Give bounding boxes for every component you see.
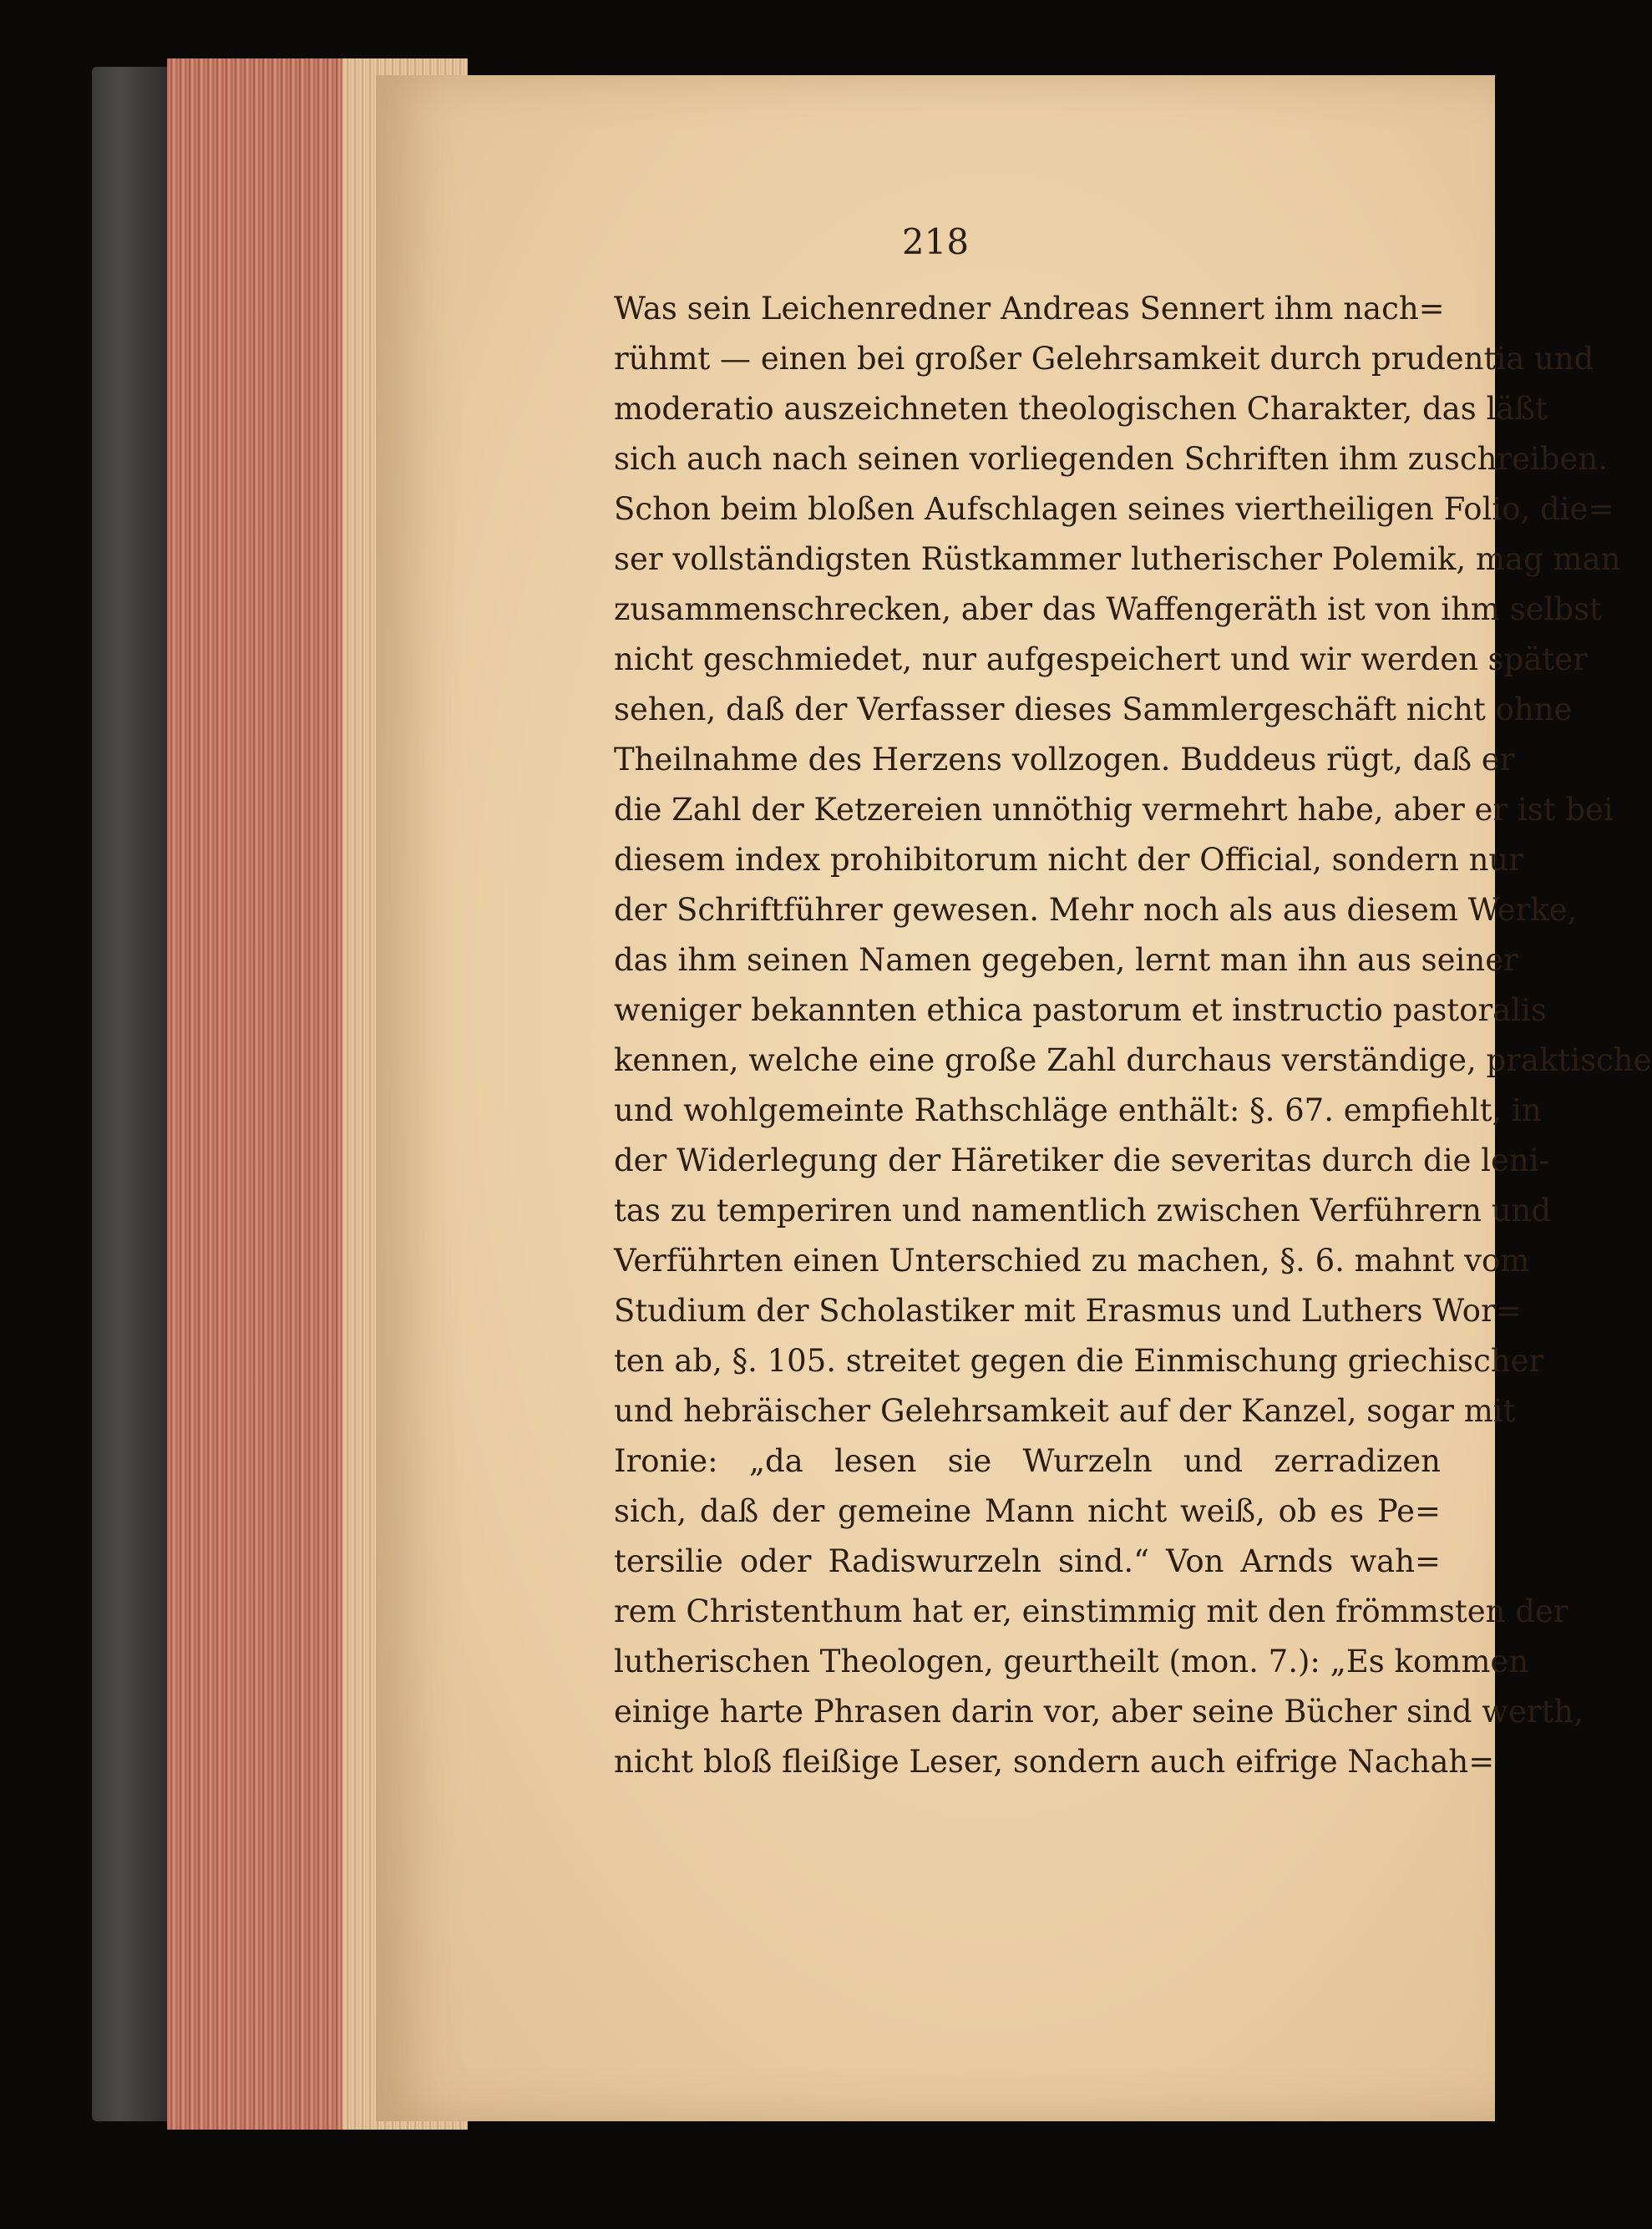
text-line: zusammenschrecken, aber das Waffengeräth ist von ihm selbst	[614, 591, 1603, 627]
text-line: Verführten einen Unterschied zu machen, §. 6. mahnt vom	[614, 1243, 1530, 1279]
page-number: 218	[901, 221, 970, 262]
text-line: sich auch nach seinen vorliegenden Schriften ihm zuschreiben.	[614, 441, 1609, 477]
text-line: Ironie: „da lesen sie Wurzeln und zerradizen	[614, 1443, 1441, 1479]
text-line: Schon beim bloßen Aufschlagen seines viertheiligen Folio, die=	[614, 491, 1614, 527]
text-line: Studium der Scholastiker mit Erasmus und Luthers Wor=	[614, 1293, 1522, 1329]
text-line: moderatio auszeichneten theologischen Charakter, das läßt	[614, 391, 1548, 427]
page-text	[614, 284, 1652, 1787]
text-line: ser vollständigsten Rüstkammer lutherischer Polemik, mag man	[614, 541, 1621, 577]
text-line: tersilie oder Radiswurzeln sind.“ Von Arnds wah=	[614, 1543, 1441, 1579]
text-line: Theilnahme des Herzens vollzogen. Buddeus rügt, daß er	[614, 742, 1515, 778]
text-line: ten ab, §. 105. streitet gegen die Einmischung griechischer	[614, 1343, 1544, 1379]
book-page	[376, 75, 1652, 2121]
text-line: und hebräischer Gelehrsamkeit auf der Kanzel, sogar mit	[614, 1393, 1516, 1429]
book-cover	[92, 67, 171, 2121]
text-line: diesem index prohibitorum nicht der Official, sondern nur	[614, 842, 1523, 878]
text-line: nicht bloß fleißige Leser, sondern auch eifrige Nachah=	[614, 1744, 1495, 1780]
text-line: nicht geschmiedet, nur aufgespeichert und wir werden später	[614, 641, 1588, 677]
text-line: weniger bekannten ethica pastorum et instructio pastoralis	[614, 992, 1547, 1028]
book	[92, 58, 1652, 2130]
text-line: der Widerlegung der Häretiker die severitas durch die leni-	[614, 1142, 1550, 1178]
text-line: und wohlgemeinte Rathschläge enthält: §. 67. empfiehlt, in	[614, 1092, 1542, 1128]
text-line: rühmt — einen bei großer Gelehrsamkeit durch prudentia und	[614, 341, 1594, 377]
text-line: lutherischen Theologen, geurtheilt (mon. 7.): „Es kommen	[614, 1644, 1529, 1679]
text-line: die Zahl der Ketzereien unnöthig vermehrt habe, aber er ist bei	[614, 792, 1614, 828]
text-line: sehen, daß der Verfasser dieses Sammlergeschäft nicht ohne	[614, 691, 1573, 727]
text-line: einige harte Phrasen darin vor, aber seine Bücher sind werth,	[614, 1694, 1584, 1730]
text-line: rem Christenthum hat er, einstimmig mit den frömmsten der	[614, 1593, 1568, 1629]
text-line: tas zu temperiren und namentlich zwischen Verführern und	[614, 1193, 1552, 1228]
text-line: Was sein Leichenredner Andreas Sennert ihm nach=	[614, 291, 1445, 327]
text-line: sich, daß der gemeine Mann nicht weiß, ob es Pe=	[614, 1493, 1441, 1529]
text-line: das ihm seinen Namen gegeben, lernt man ihn aus seiner	[614, 942, 1518, 978]
text-line: kennen, welche eine große Zahl durchaus verständige, praktische	[614, 1042, 1652, 1078]
text-line: der Schriftführer gewesen. Mehr noch als aus diesem Werke,	[614, 892, 1578, 928]
